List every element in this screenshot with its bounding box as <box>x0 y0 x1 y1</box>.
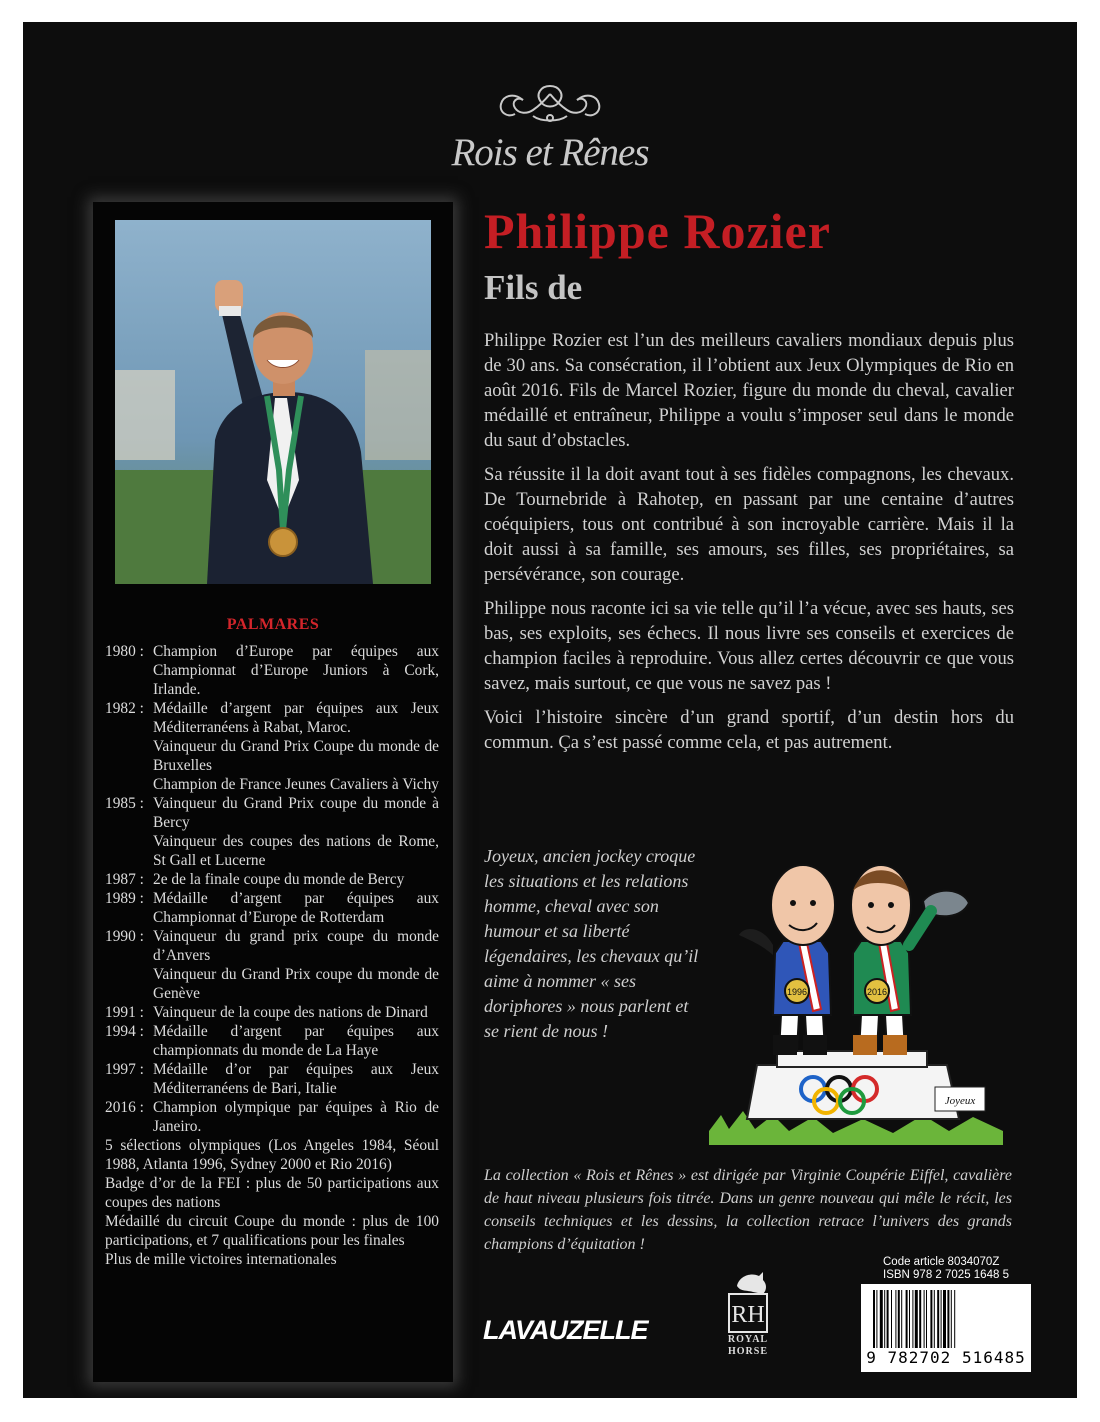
description-paragraph: Philippe nous raconte ici sa vie telle qu’il l’a vécue, avec ses hauts, ses bas, ses exploits, ses échecs. Il nous livre ses conseils et exercices de champion faciles à reproduire. Vous allez certes découvrir ce que vous savez, mais surtout, ce que vous ne savez pas ! <box>484 598 1014 694</box>
palmares-general: 5 sélections olympiques (Los Angeles 1984, Séoul 1988, Atlanta 1996, Sydney 2000 et Rio 2016) <box>105 1137 439 1173</box>
medal-left-label: 1996 <box>786 987 808 997</box>
palmares-year: 1980 : <box>105 643 144 660</box>
palmares-panel <box>93 202 453 1382</box>
palmares-entry <box>105 1060 439 1098</box>
palmares-year: 1982 : <box>105 700 144 717</box>
palmares-general: Badge d’or de la FEI : plus de 50 participations aux coupes des nations <box>105 1175 439 1211</box>
palmares-entry <box>105 1098 439 1136</box>
book-subtitle: Fils de <box>484 268 583 307</box>
author-photo <box>115 220 431 584</box>
palmares-year: 1991 : <box>105 1004 144 1021</box>
medal-right-label: 2016 <box>866 987 888 997</box>
imprint-name: ROYAL HORSE <box>727 1334 769 1357</box>
palmares-general: Médaillé du circuit Coupe du monde : plus de 100 participations, et 7 qualifications pour les finales <box>105 1213 439 1249</box>
description-paragraph: Sa réussite il la doit avant tout à ses fidèles compagnons, les chevaux. De Tournebride à Rahotep, en passant par une centaine d’autres coéquipiers, tous ont contribué à son incroyable carrière. Mais il la doit aussi à sa famille, ses amours, ses filles, ses propriétaires, sa persévérance, son courage. <box>484 464 1014 585</box>
imprint-monogram: RH <box>731 1302 765 1328</box>
cartoon-caption: Joyeux, ancien jockey croque les situations et les relations homme, cheval avec son humour et sa liberté légendaires, les chevaux qu’il aime à nommer « ses doriphores » nous parlent et se rient de nous ! <box>484 846 699 1041</box>
palmares-text: Champion de France Jeunes Cavaliers à Vichy <box>153 776 440 793</box>
palmares-text: Vainqueur du Grand Prix Coupe du monde de Bruxelles <box>153 738 439 774</box>
palmares-year: 1989 : <box>105 890 144 907</box>
palmares-year: 1985 : <box>105 795 144 812</box>
ornament-icon <box>493 80 607 126</box>
palmares-text: Médaille d’argent par équipes aux Championnat d’Europe de Rotterdam <box>153 890 439 926</box>
palmares-entry <box>105 642 439 699</box>
back-cover <box>23 22 1077 1398</box>
palmares-entry <box>105 889 439 927</box>
collection-note: La collection « Rois et Rênes » est dirigée par Virginie Coupérie Eiffel, cavalière de haut niveau plusieurs fois titrée. Dans un genre nouveau qui mêle le récit, les conseils techniques et les dessins, la collection retrace l’univers des grands champions d’équitation ! <box>484 1167 1012 1253</box>
publisher-logo: LAVAUZELLE <box>483 1315 648 1345</box>
palmares-year: 1990 : <box>105 928 144 945</box>
palmares-year: 1987 : <box>105 871 144 888</box>
palmares-year: 2016 : <box>105 1099 144 1116</box>
palmares-list <box>105 642 439 1269</box>
palmares-text: Vainqueur de la coupe des nations de Dinard <box>153 1004 428 1021</box>
palmares-entry <box>105 1003 439 1022</box>
book-description <box>484 328 1014 764</box>
podium-cartoon <box>703 815 1013 1145</box>
isbn-number: ISBN 978 2 7025 1648 5 <box>883 1269 1009 1281</box>
code-article: Code article 8034070Z <box>883 1256 1000 1268</box>
palmares-text: Vainqueur des coupes des nations de Rome, St Gall et Lucerne <box>153 833 439 869</box>
palmares-text: 2e de la finale coupe du monde de Bercy <box>153 871 405 888</box>
barcode-bars <box>871 1290 1021 1348</box>
series-logo: Rois et Rênes <box>451 131 649 174</box>
barcode-digits: 9 782702 516485 <box>866 1348 1026 1367</box>
palmares-text: Médaille d’or par équipes aux Jeux Méditerranéens de Bari, Italie <box>153 1061 439 1097</box>
palmares-text: Médaille d’argent par équipes aux Jeux Méditerranéens à Rabat, Maroc. <box>153 700 439 736</box>
palmares-title: PALMARES <box>226 616 320 633</box>
palmares-general: Plus de mille victoires internationales <box>105 1251 337 1268</box>
palmares-text: Vainqueur du grand prix coupe du monde d’Anvers <box>153 928 439 964</box>
palmares-text: Vainqueur du Grand Prix coupe du monde à Bercy <box>153 795 439 831</box>
palmares-text: Médaille d’argent par équipes aux championnats du monde de La Haye <box>153 1023 439 1059</box>
palmares-entry <box>105 1022 439 1060</box>
palmares-year: 1994 : <box>105 1023 144 1040</box>
rider-illustration <box>115 220 431 584</box>
palmares-text: Champion olympique par équipes à Rio de Janeiro. <box>153 1099 439 1135</box>
palmares-year: 1997 : <box>105 1061 144 1078</box>
barcode <box>861 1284 1031 1372</box>
description-paragraph: Philippe Rozier est l’un des meilleurs cavaliers mondiaux depuis plus de 30 ans. Sa consécration, il l’obtient aux Jeux Olympiques de Rio en août 2016. Fils de Marcel Rozier, figure du monde du cheval, cavalier médaillé et entraîneur, Philippe a voulu s’imposer seul dans le monde du saut d’obstacles. <box>484 330 1014 451</box>
palmares-text: Vainqueur du Grand Prix coupe du monde de Genève <box>153 966 439 1002</box>
palmares-entry <box>105 699 439 737</box>
horse-head-icon <box>723 1270 773 1334</box>
palmares-entry <box>105 870 439 889</box>
description-paragraph: Voici l’histoire sincère d’un grand sportif, d’un destin hors du commun. Ça s’est passé comme cela, et pas autrement. <box>484 707 1014 753</box>
palmares-text: Champion d’Europe par équipes aux Championnat d’Europe Juniors à Cork, Irlande. <box>153 643 439 698</box>
palmares-entry <box>105 794 439 832</box>
cartoon-signature: Joyeux <box>944 1095 976 1107</box>
palmares-entry <box>105 927 439 965</box>
author-name: Philippe Rozier <box>484 203 831 259</box>
